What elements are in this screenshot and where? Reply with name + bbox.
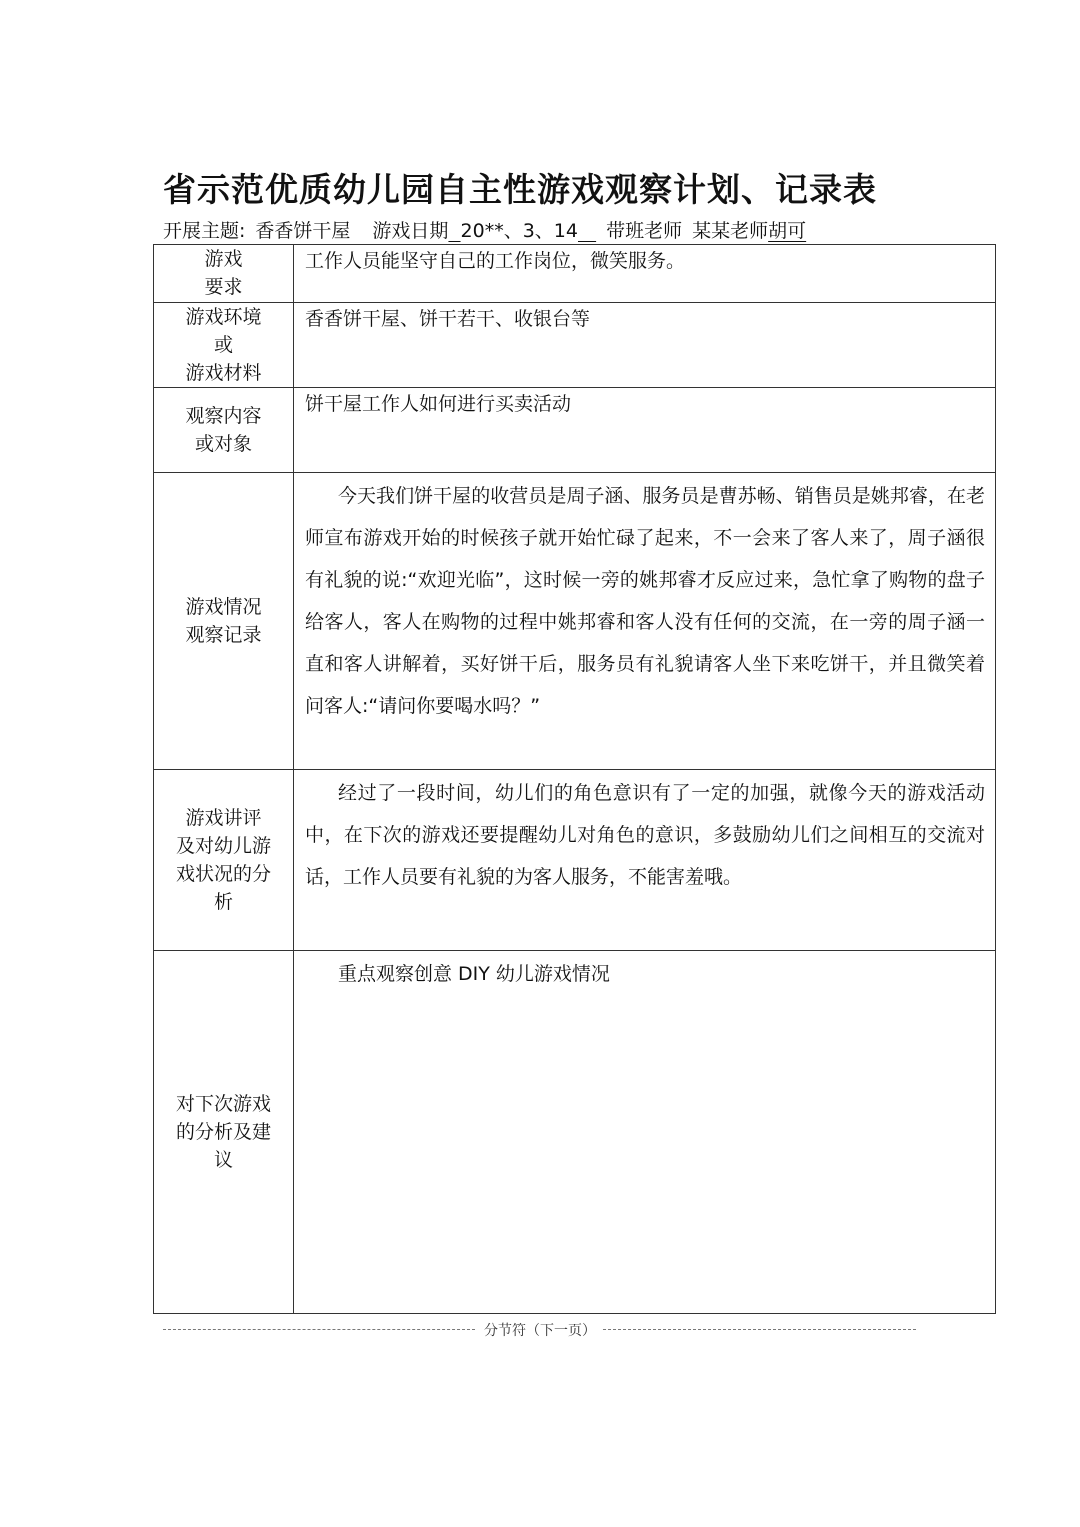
row-label-observation-target (154, 388, 294, 473)
row-label-environment-materials (154, 303, 294, 388)
page-title: 省示范优质幼儿园自主性游戏观察计划、记录表 (163, 170, 877, 209)
table-row (154, 770, 996, 951)
label-line: 游戏情况 (185, 596, 262, 618)
row-label-observation-record (154, 473, 294, 770)
label-line: 游戏讲评 (185, 807, 262, 829)
row-value-observation-record (294, 473, 996, 770)
section-break-dash-left (163, 1329, 475, 1330)
label-line: 观察内容 (185, 405, 262, 427)
table-row (154, 388, 996, 473)
section-break (163, 1320, 916, 1340)
label-line: 或 (213, 334, 233, 356)
label-line: 议 (213, 1149, 233, 1171)
label-line: 游戏材料 (185, 362, 262, 384)
date-value: 20**、3、14 (460, 220, 578, 242)
label-line: 的分析及建 (175, 1121, 271, 1143)
label-line: 对下次游戏 (175, 1093, 271, 1115)
label-line: 游戏环境 (185, 306, 262, 328)
label-line: 析 (213, 891, 233, 913)
observation-table (153, 244, 996, 1314)
label-line: 及对幼儿游 (175, 835, 271, 857)
row-value-observation-target: 饼干屋工作人如何进行买卖活动 (294, 388, 996, 473)
theme-label: 开展主题: (163, 220, 246, 242)
label-line: 或对象 (194, 433, 252, 455)
row-label-next-suggestions (154, 951, 294, 1314)
review-paragraph: 经过了一段时间，幼儿们的角色意识有了一定的加强，就像今天的游戏活动中，在下次的游戏还要提醒幼儿对角色的意识，多鼓励幼儿们之间相互的交流对话，工作人员要有礼貌的为客人服务，不能害羞哦。 (305, 782, 985, 888)
teacher-label: 带班老师 (606, 220, 683, 242)
label-line: 要求 (204, 276, 243, 298)
suggestion-paragraph: 重点观察创意 DIY 幼儿游戏情况 (338, 963, 610, 985)
date-label: 游戏日期 (372, 220, 449, 242)
record-paragraph: 今天我们饼干屋的收营员是周子涵、服务员是曹苏畅、销售员是姚邦睿，在老师宣布游戏开始的时候孩子就开始忙碌了起来，不一会来了客人来了，周子涵很有礼貌的说:“欢迎光临”，这时候一旁的姚邦睿才反应过来，急忙拿了购物的盘子给客人，客人在购物的过程中姚邦睿和客人没有任何的交流，在一旁的周子涵一直和客人讲解着，买好饼干后，服务员有礼貌请客人坐下来吃饼干，并且微笑着问客人:“请问你要喝水吗？” (305, 485, 985, 717)
row-label-game-requirements (154, 245, 294, 303)
label-line: 戏状况的分 (175, 863, 271, 885)
row-value-environment-materials: 香香饼干屋、饼干若干、收银台等 (294, 303, 996, 388)
table-row (154, 245, 996, 303)
table-row (154, 303, 996, 388)
row-value-game-requirements: 工作人员能坚守自己的工作岗位，微笑服务。 (294, 245, 996, 303)
table-row (154, 473, 996, 770)
row-value-review-analysis (294, 770, 996, 951)
section-break-dash-right (603, 1329, 916, 1330)
row-label-review-analysis (154, 770, 294, 951)
teacher-name-underlined: 胡可 (768, 220, 807, 242)
row-value-next-suggestions (294, 951, 996, 1314)
label-line: 观察记录 (185, 624, 262, 646)
header-meta-line (163, 216, 806, 243)
theme-value: 香香饼干屋 (255, 220, 351, 242)
table-row (154, 951, 996, 1314)
section-break-label: 分节符（下一页） (484, 1323, 596, 1339)
teacher-value: 某某老师 (692, 220, 769, 242)
label-line: 游戏 (204, 248, 243, 270)
